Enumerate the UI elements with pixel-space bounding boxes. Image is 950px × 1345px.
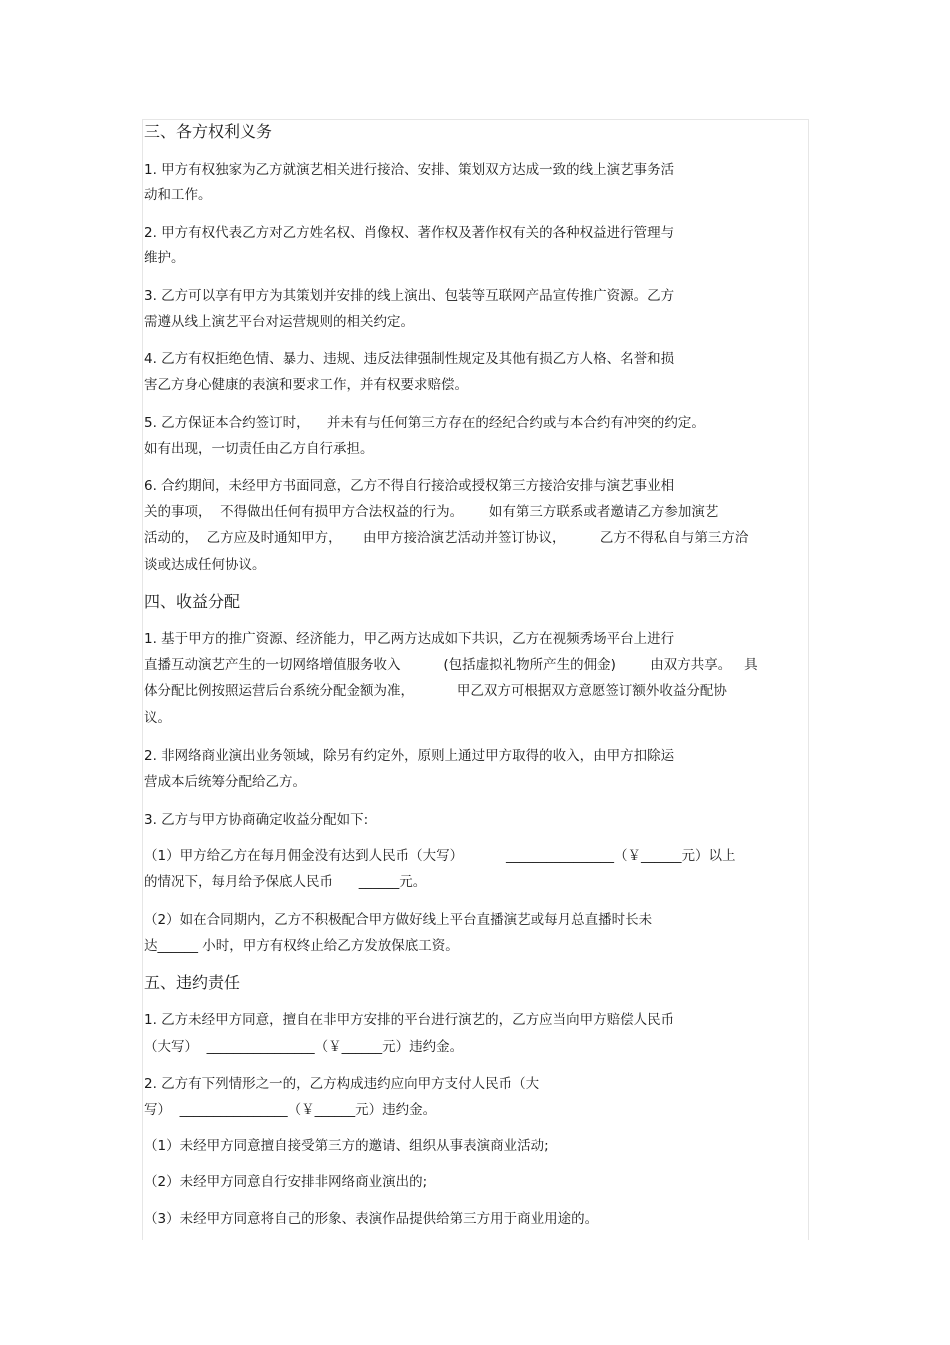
- clause-text: 写） ________________（￥______元）违约金。: [144, 1102, 437, 1118]
- clause-text: 1. 基于甲方的推广资源、经济能力，甲乙两方达成如下共识，乙方在视频秀场平台上进行: [144, 631, 675, 647]
- clause-text: 体分配比例按照运营后台系统分配金额为准， 甲乙双方可根据双方意愿签订额外收益分配协: [144, 683, 727, 699]
- clause-text: 1. 乙方未经甲方同意，擅自在非甲方安排的平台进行演艺的，乙方应当向甲方赔偿人民币: [144, 1012, 675, 1028]
- clause-text: （2）未经甲方同意自行安排非网络商业演出的;: [144, 1174, 428, 1190]
- clause-text: 营成本后统筹分配给乙方。: [144, 774, 306, 790]
- clause-text: 活动的， 乙方应及时通知甲方， 由甲方接洽演艺活动并签订协议， 乙方不得私自与第三方洽: [144, 530, 749, 546]
- section-heading-liability: 五、违约责任: [144, 973, 241, 992]
- clause-text: 关的事项， 不得做出任何有损甲方合法权益的行为。 如有第三方联系或者邀请乙方参加演艺: [144, 504, 719, 520]
- clause-text: 2. 甲方有权代表乙方对乙方姓名权、肖像权、著作权及著作权有关的各种权益进行管理与: [144, 225, 675, 241]
- clause-text: 维护。: [144, 250, 185, 266]
- clause-text: 如有出现，一切责任由乙方自行承担。: [144, 441, 374, 457]
- clause-text: （2）如在合同期内，乙方不积极配合甲方做好线上平台直播演艺或每月总直播时长未: [144, 912, 653, 928]
- clause-text: 3. 乙方可以享有甲方为其策划并安排的线上演出、包装等互联网产品宣传推广资源。乙方: [144, 288, 675, 304]
- section-heading-revenue: 四、收益分配: [144, 592, 241, 611]
- clause-text: 6. 合约期间，未经甲方书面同意，乙方不得自行接洽或授权第三方接洽安排与演艺事业相: [144, 478, 675, 494]
- clause-text: 3. 乙方与甲方协商确定收益分配如下:: [144, 812, 369, 828]
- clause-text: （3）未经甲方同意将自己的形象、表演作品提供给第三方用于商业用途的。: [144, 1211, 599, 1227]
- clause-text: 需遵从线上演艺平台对运营规则的相关约定。: [144, 314, 414, 330]
- section-heading-rights: 三、各方权利义务: [144, 122, 273, 141]
- clause-text: 谈或达成任何协议。: [144, 557, 266, 573]
- clause-text: （1）未经甲方同意擅自接受第三方的邀请、组织从事表演商业活动;: [144, 1138, 549, 1154]
- clause-text: 直播互动演艺产生的一切网络增值服务收入 (包括虚拟礼物所产生的佣金) 由双方共享。 具: [144, 657, 758, 673]
- clause-text: 5. 乙方保证本合约签订时， 并未有与任何第三方存在的经纪合约或与本合约有冲突的约定。: [144, 415, 705, 431]
- clause-text: 2. 乙方有下列情形之一的，乙方构成违约应向甲方支付人民币（大: [144, 1076, 540, 1092]
- clause-text: 议。: [144, 710, 171, 726]
- clause-text: （大写） ________________（￥______元）违约金。: [144, 1039, 464, 1055]
- clause-text: 的情况下，每月给予保底人民币 ______元。: [144, 874, 427, 890]
- clause-text: 2. 非网络商业演出业务领域，除另有约定外，原则上通过甲方取得的收入，由甲方扣除运: [144, 748, 675, 764]
- clause-text: 4. 乙方有权拒绝色情、暴力、违规、违反法律强制性规定及其他有损乙方人格、名誉和损: [144, 351, 675, 367]
- clause-text: 动和工作。: [144, 187, 212, 203]
- clause-text: 害乙方身心健康的表演和要求工作，并有权要求赔偿。: [144, 377, 468, 393]
- clause-text: 达______ 小时，甲方有权终止给乙方发放保底工资。: [144, 938, 459, 954]
- clause-text: （1）甲方给乙方在每月佣金没有达到人民币（大写） ________________（￥______元）以上: [144, 848, 736, 864]
- clause-text: 1. 甲方有权独家为乙方就演艺相关进行接洽、安排、策划双方达成一致的线上演艺事务活: [144, 162, 675, 178]
